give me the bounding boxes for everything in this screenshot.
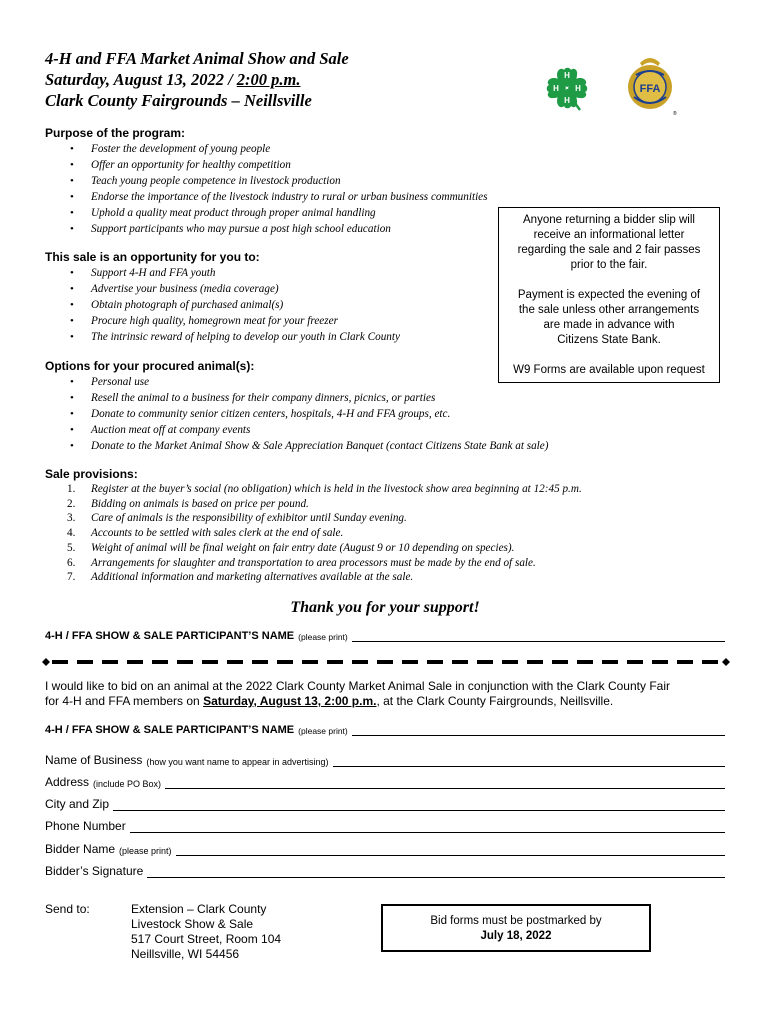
field-hint: (how you want name to appear in advertising) bbox=[146, 757, 329, 767]
list-item: • Uphold a quality meat product through proper animal handling bbox=[66, 205, 488, 221]
list-item: • Auction meat off at company events bbox=[66, 422, 548, 438]
title-line-2 bbox=[45, 69, 349, 90]
list-item: • Teach young people competence in livestock production bbox=[66, 173, 488, 189]
address-line: Livestock Show & Sale bbox=[131, 917, 254, 931]
provisions-list bbox=[45, 482, 582, 585]
info-box bbox=[498, 207, 720, 383]
purpose-heading: Purpose of the program: bbox=[45, 126, 186, 140]
opportunity-list bbox=[66, 265, 400, 345]
address-field[interactable] bbox=[45, 775, 725, 789]
field-line[interactable] bbox=[113, 800, 725, 811]
field-label: Name of Business bbox=[45, 753, 143, 767]
provisions-heading: Sale provisions: bbox=[45, 467, 138, 481]
field-label: Bidder’s Signature bbox=[45, 864, 144, 878]
list-item: 1. Register at the buyer’s social (no obligation) which is held in the livestock show area beginning at 12:45 p.m. bbox=[67, 483, 582, 495]
title-date: Saturday, August 13, 2022 / bbox=[45, 70, 237, 89]
title-time: 2:00 p.m. bbox=[236, 70, 301, 89]
title-line-3: Clark County Fairgrounds – Neillsville bbox=[45, 91, 312, 110]
participant-name-label: 4-H / FFA SHOW & SALE PARTICIPANT’S NAME bbox=[45, 630, 295, 642]
business-name-field[interactable] bbox=[45, 753, 725, 767]
deadline-text: Bid forms must be postmarked by bbox=[430, 915, 602, 927]
address-line: Neillsville, WI 54456 bbox=[131, 947, 240, 961]
purpose-list bbox=[66, 141, 488, 237]
list-item: • Resell the animal to a business for their company dinners, picnics, or parties bbox=[66, 390, 548, 406]
ffa-emblem-icon bbox=[624, 53, 676, 119]
opportunity-heading: This sale is an opportunity for you to: bbox=[45, 250, 260, 264]
list-item: • Obtain photograph of purchased animal(s) bbox=[66, 297, 400, 313]
field-hint: (please print) bbox=[119, 846, 172, 856]
field-line[interactable] bbox=[130, 822, 725, 833]
list-item: • Advertise your business (media coverage) bbox=[66, 281, 400, 297]
city-zip-field[interactable] bbox=[45, 797, 725, 811]
field-line[interactable] bbox=[176, 845, 725, 856]
participant-name-label: 4-H / FFA SHOW & SALE PARTICIPANT’S NAME bbox=[45, 724, 295, 736]
svg-text:H: H bbox=[564, 96, 570, 105]
info-paragraph-w9: W9 Forms are available upon request bbox=[513, 364, 705, 376]
list-item: 4. Accounts to be settled with sales clerk at the end of sale. bbox=[67, 527, 344, 540]
info-paragraph-returning: Anyone returning a bidder slip will receive an informational letter regarding the sale and 2 fair passes prior to the fair. bbox=[517, 214, 701, 271]
list-item: • Support participants who may pursue a post high school education bbox=[66, 221, 488, 237]
info-paragraph-payment: Payment is expected the evening of the sale unless other arrangements are made in advance with Citizens State Bank. bbox=[517, 289, 701, 346]
svg-text:®: ® bbox=[673, 111, 677, 117]
field-label: Address bbox=[45, 775, 90, 789]
cut-line-divider bbox=[42, 658, 730, 666]
list-item: 3. Care of animals is the responsibility of exhibitor until Sunday evening. bbox=[67, 512, 407, 525]
list-item: • Foster the development of young people bbox=[66, 141, 488, 157]
please-print-hint: (please print) bbox=[298, 726, 348, 736]
svg-text:H: H bbox=[575, 84, 581, 93]
postmark-deadline-box bbox=[381, 904, 651, 952]
title-line-1: 4-H and FFA Market Animal Show and Sale bbox=[45, 49, 349, 68]
list-item: 6. Arrangements for slaughter and transportation to area processors must be made by the end of sale. bbox=[67, 556, 536, 569]
field-label: Bidder Name bbox=[45, 842, 116, 856]
list-item: 7. Additional information and marketing alternatives available at the sale. bbox=[67, 571, 414, 584]
send-to-label: Send to: bbox=[45, 902, 90, 916]
participant-name-line[interactable] bbox=[352, 725, 725, 736]
list-item: • Donate to community senior citizen centers, hospitals, 4-H and FFA groups, etc. bbox=[66, 406, 548, 422]
phone-number-field[interactable] bbox=[45, 819, 725, 833]
mailing-address bbox=[131, 902, 281, 962]
list-item: • Support 4-H and FFA youth bbox=[66, 265, 400, 281]
list-item: • Personal use bbox=[66, 374, 548, 390]
bidder-name-field[interactable] bbox=[45, 842, 725, 856]
svg-text:H: H bbox=[564, 71, 570, 80]
options-heading: Options for your procured animal(s): bbox=[45, 359, 255, 373]
bidder-signature-field[interactable] bbox=[45, 864, 725, 878]
list-item: 5. Weight of animal will be final weight on fair entry date (August 9 or 10 depending on species). bbox=[67, 541, 515, 554]
field-line[interactable] bbox=[333, 756, 726, 767]
field-label: Phone Number bbox=[45, 819, 126, 833]
deadline-date: July 18, 2022 bbox=[480, 930, 552, 942]
bid-intro-paragraph bbox=[45, 679, 670, 709]
address-line: 517 Court Street, Room 104 bbox=[131, 932, 282, 946]
bid-date: Saturday, August 13, 2:00 p.m. bbox=[203, 694, 377, 708]
field-line[interactable] bbox=[147, 867, 725, 878]
options-list bbox=[66, 374, 548, 454]
participant-name-field-bottom[interactable] bbox=[45, 724, 725, 736]
list-item: • Endorse the importance of the livestock industry to rural or urban business communities bbox=[66, 189, 488, 205]
address-line: Extension – Clark County bbox=[131, 902, 267, 916]
page-title bbox=[45, 48, 349, 111]
list-item: • Offer an opportunity for healthy competition bbox=[66, 157, 488, 173]
thank-you-heading: Thank you for your support! bbox=[290, 599, 480, 616]
field-hint: (include PO Box) bbox=[93, 779, 162, 789]
fourh-clover-icon bbox=[542, 63, 592, 113]
participant-name-line[interactable] bbox=[352, 631, 725, 642]
ffa-text: FFA bbox=[639, 83, 661, 95]
please-print-hint: (please print) bbox=[298, 632, 348, 642]
list-item: • The intrinsic reward of helping to develop our youth in Clark County bbox=[66, 329, 400, 345]
field-line[interactable] bbox=[165, 778, 725, 789]
bid-line-1: I would like to bid on an animal at the 2022 Clark County Market Animal Sale in conjunction with the Clark County Fair bbox=[45, 679, 670, 693]
bid-line-2: for 4-H and FFA members on Saturday, August 13, 2:00 p.m., at the Clark County Fairgrounds, Neillsville. bbox=[45, 694, 614, 708]
participant-name-field-top[interactable] bbox=[45, 630, 725, 642]
svg-text:H: H bbox=[553, 84, 559, 93]
list-item: • Donate to the Market Animal Show & Sale Appreciation Banquet (contact Citizens State Bank at sale) bbox=[66, 438, 548, 454]
field-label: City and Zip bbox=[45, 797, 110, 811]
list-item: • Procure high quality, homegrown meat for your freezer bbox=[66, 313, 400, 329]
list-item: 2. Bidding on animals is based on price per pound. bbox=[67, 497, 309, 510]
